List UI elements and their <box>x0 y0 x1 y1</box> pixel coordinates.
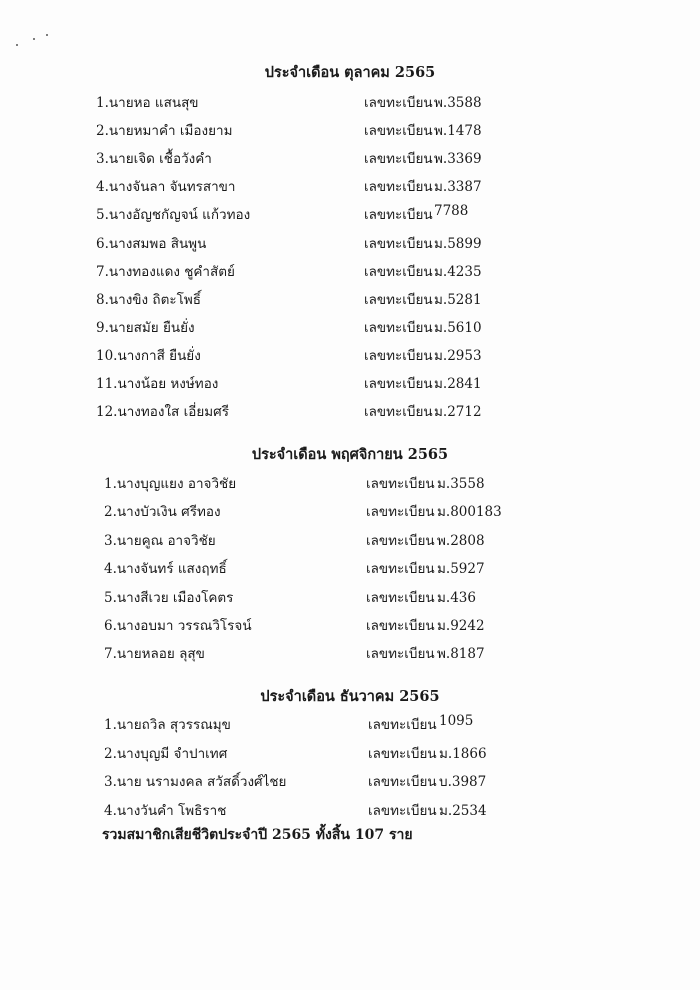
registration-label: เลขทะเบียน <box>364 264 433 280</box>
registration-label: เลขทะเบียน <box>366 476 435 492</box>
member-name: 1.นางบุญแยง อาจวิชัย <box>104 476 237 492</box>
member-name: 5.นางอัญชกัญจน์ แก้วทอง <box>96 207 251 223</box>
registration-label: เลขทะเบียน <box>366 646 435 662</box>
summary-line: รวมสมาชิกเสียชีวิตประจำปี 2565 ทั้งสิ้น 107 ราย <box>102 827 413 843</box>
member-name: 2.นายหมาคำ เมืองยาม <box>96 123 233 139</box>
member-name: 4.นางจันทร์ แสงฤทธิ์ <box>104 561 227 577</box>
registration-label: เลขทะเบียน <box>364 123 433 139</box>
registration-number: พ.3369 <box>434 151 482 167</box>
registration-number: ม.1866 <box>439 746 487 762</box>
list-item <box>96 203 600 223</box>
registration-number: ม.9242 <box>437 618 485 634</box>
member-name: 10.นางกาสี ยืนยั่ง <box>96 348 201 364</box>
registration-label: เลขทะเบียน <box>366 618 435 634</box>
registration-label: เลขทะเบียน <box>364 292 433 308</box>
registration-label: เลขทะเบียน <box>364 404 433 420</box>
section-title: ประจำเดือน ตุลาคม 2565 <box>264 64 436 81</box>
registration-label: เลขทะเบียน <box>364 348 433 364</box>
member-name: 2.นางบัวเงิน ศรีทอง <box>104 504 221 520</box>
registration-label: เลขทะเบียน <box>364 236 433 252</box>
registration-number: ม.2841 <box>434 376 482 392</box>
registration-label: เลขทะเบียน <box>364 95 433 111</box>
list-item <box>104 586 600 606</box>
registration-number: 1095 <box>439 713 474 729</box>
member-name: 11.นางน้อย หงษ์ทอง <box>96 376 219 392</box>
list-item <box>96 288 600 308</box>
registration-label: เลขทะเบียน <box>368 746 437 762</box>
list-item <box>104 472 600 492</box>
list-item <box>96 372 600 392</box>
member-name: 2.นางบุญมี จำปาเทศ <box>104 746 228 762</box>
registration-number: ม.5899 <box>434 236 482 252</box>
registration-number: พ.8187 <box>437 646 485 662</box>
registration-label: เลขทะเบียน <box>368 774 437 790</box>
list-item <box>104 557 600 577</box>
registration-label: เลขทะเบียน <box>364 207 433 223</box>
registration-number: พ.1478 <box>434 123 482 139</box>
list-item <box>96 316 600 336</box>
member-name: 5.นางสีเวย เมืองโคตร <box>104 590 234 606</box>
registration-number: พ.2808 <box>437 533 485 549</box>
member-name: 6.นางสมพอ สินพูน <box>96 236 207 252</box>
registration-label: เลขทะเบียน <box>364 376 433 392</box>
registration-label: เลขทะเบียน <box>364 179 433 195</box>
list-item <box>104 770 600 790</box>
registration-label: เลขทะเบียน <box>366 504 435 520</box>
list-item <box>104 713 600 733</box>
list-item <box>104 529 600 549</box>
list-item <box>104 642 600 662</box>
registration-number: ม.4235 <box>434 264 482 280</box>
member-name: 3.นายเจิด เชื้อวังคำ <box>96 151 212 167</box>
registration-number: ม.2712 <box>434 404 482 420</box>
list-item <box>96 119 600 139</box>
registration-number: ม.436 <box>437 590 476 606</box>
list-item <box>104 500 600 520</box>
list-item <box>104 742 600 762</box>
member-name: 3.นาย นรามงคล สวัสดิ์วงศ์ไชย <box>104 774 287 790</box>
registration-number: บ.3987 <box>439 774 487 790</box>
member-name: 6.นางอบมา วรรณวิโรจน์ <box>104 618 252 634</box>
member-name: 7.นางทองแดง ชูคำสัตย์ <box>96 264 235 280</box>
member-name: 1.นายถวิล สุวรรณมุข <box>104 717 231 733</box>
list-item <box>96 232 600 252</box>
registration-number: ม.2534 <box>439 803 487 819</box>
list-item <box>96 147 600 167</box>
member-name: 12.นางทองใส เอี่ยมศรี <box>96 404 229 420</box>
member-name: 4.นางจันลา จันทรสาขา <box>96 179 236 195</box>
registration-label: เลขทะเบียน <box>364 320 433 336</box>
registration-label: เลขทะเบียน <box>366 590 435 606</box>
registration-number: พ.3588 <box>434 95 482 111</box>
scan-speck <box>46 34 48 36</box>
registration-number: ม.5610 <box>434 320 482 336</box>
registration-label: เลขทะเบียน <box>368 717 437 733</box>
registration-number: ม.5281 <box>434 292 482 308</box>
registration-number: ม.3387 <box>434 179 482 195</box>
member-name: 9.นายสมัย ยืนยั่ง <box>96 320 195 336</box>
list-item <box>96 175 600 195</box>
member-name: 1.นายหอ แสนสุข <box>96 95 199 111</box>
member-name: 7.นายหลอย ลุสุข <box>104 646 205 662</box>
member-name: 4.นางวันคำ โพธิราช <box>104 803 227 819</box>
registration-label: เลขทะเบียน <box>368 803 437 819</box>
member-name: 8.นางขิง ถิตะโพธิ์ <box>96 292 201 308</box>
registration-number: 7788 <box>434 203 469 219</box>
list-item <box>104 614 600 634</box>
scan-speck <box>33 38 35 40</box>
member-name: 3.นายคูณ อาจวิชัย <box>104 533 216 549</box>
registration-number: ม.800183 <box>437 504 502 520</box>
scan-speck <box>16 44 18 46</box>
list-item <box>96 91 600 111</box>
registration-label: เลขทะเบียน <box>366 561 435 577</box>
section-title: ประจำเดือน ธันวาคม 2565 <box>260 688 440 705</box>
list-item <box>104 799 600 819</box>
section-title: ประจำเดือน พฤศจิกายน 2565 <box>251 446 449 463</box>
list-item <box>96 260 600 280</box>
list-item <box>96 344 600 364</box>
registration-number: ม.2953 <box>434 348 482 364</box>
registration-label: เลขทะเบียน <box>364 151 433 167</box>
list-item <box>96 400 600 420</box>
registration-number: ม.3558 <box>437 476 485 492</box>
registration-label: เลขทะเบียน <box>366 533 435 549</box>
registration-number: ม.5927 <box>437 561 485 577</box>
